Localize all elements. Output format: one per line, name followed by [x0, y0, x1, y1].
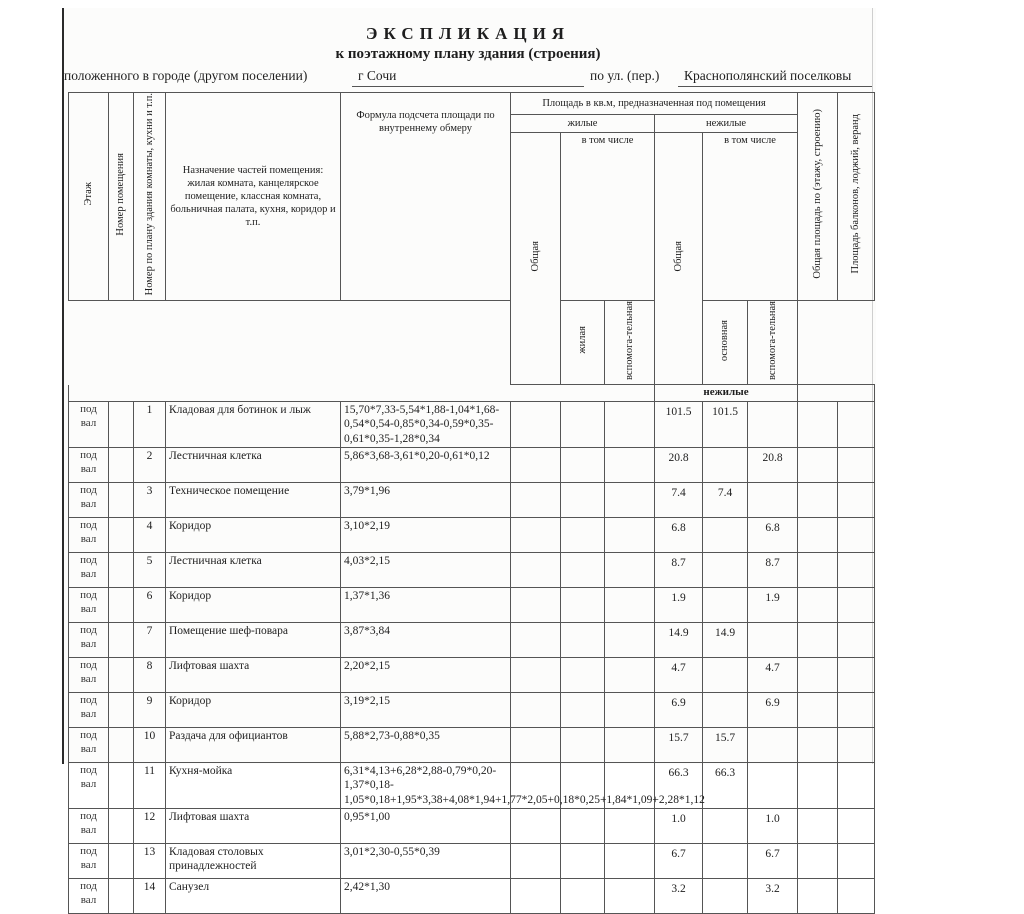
- row-total-area-floor: [798, 401, 838, 447]
- row-res-auxiliary: [605, 809, 655, 844]
- row-room-number: [109, 587, 134, 622]
- header-res-total: Общая: [511, 133, 561, 385]
- row-nonres-auxiliary: [748, 727, 798, 762]
- row-formula: 3,19*2,15: [341, 692, 511, 727]
- row-floor: под вал: [69, 622, 109, 657]
- row-plan-number: 3: [134, 482, 166, 517]
- row-balcony-area: [838, 517, 875, 552]
- row-formula: 3,79*1,96: [341, 482, 511, 517]
- row-res-living: [561, 552, 605, 587]
- row-res-auxiliary: [605, 552, 655, 587]
- row-floor: под вал: [69, 657, 109, 692]
- row-floor: под вал: [69, 587, 109, 622]
- row-nonres-total: 1.0: [655, 809, 703, 844]
- table-row: [69, 762, 875, 808]
- table-row: [69, 727, 875, 762]
- row-total-area-floor: [798, 809, 838, 844]
- row-res-auxiliary: [605, 447, 655, 482]
- row-room-name: Лестничная клетка: [166, 552, 341, 587]
- row-room-number: [109, 482, 134, 517]
- row-res-total: [511, 692, 561, 727]
- row-res-total: [511, 482, 561, 517]
- row-nonres-auxiliary: [748, 401, 798, 447]
- city-underline: [352, 86, 584, 87]
- header-plan-number: Номер по плану здания комнаты, кухни и т.п.: [134, 93, 166, 301]
- row-total-area-floor: [798, 657, 838, 692]
- row-nonres-main: 101.5: [703, 401, 748, 447]
- row-nonres-main: 66.3: [703, 762, 748, 808]
- nonresidential-marker: нежилые: [655, 385, 798, 402]
- row-plan-number: 2: [134, 447, 166, 482]
- row-res-auxiliary: [605, 482, 655, 517]
- row-formula: 0,95*1,00: [341, 809, 511, 844]
- row-nonres-total: 4.7: [655, 657, 703, 692]
- row-balcony-area: [838, 587, 875, 622]
- row-total-area-floor: [798, 727, 838, 762]
- header-residential: жилые: [511, 115, 655, 133]
- row-res-total: [511, 517, 561, 552]
- row-res-total: [511, 622, 561, 657]
- row-formula: 3,01*2,30-0,55*0,39: [341, 844, 511, 879]
- row-plan-number: 14: [134, 879, 166, 914]
- row-floor: под вал: [69, 844, 109, 879]
- row-nonres-main: [703, 587, 748, 622]
- row-plan-number: 4: [134, 517, 166, 552]
- row-nonres-auxiliary: [748, 762, 798, 808]
- header-nonresidential: нежилые: [655, 115, 798, 133]
- row-formula: 15,70*7,33-5,54*1,88-1,04*1,68-0,54*0,54-0,85*0,34-0,59*0,35-0,61*0,35-1,28*0,34: [341, 401, 511, 447]
- row-room-number: [109, 401, 134, 447]
- row-total-area-floor: [798, 552, 838, 587]
- row-res-total: [511, 552, 561, 587]
- header-purpose: Назначение частей помещения: жилая комната, канцелярское помещение, классная комната, больничная палата, кухня, коридор и т.п.: [166, 93, 341, 301]
- row-nonres-total: 101.5: [655, 401, 703, 447]
- row-room-name: Кладовая столовых принадлежностей: [166, 844, 341, 879]
- row-nonres-auxiliary: [748, 482, 798, 517]
- row-plan-number: 11: [134, 762, 166, 808]
- row-nonres-total: 3.2: [655, 879, 703, 914]
- row-room-name: Коридор: [166, 692, 341, 727]
- row-room-number: [109, 447, 134, 482]
- row-balcony-area: [838, 727, 875, 762]
- header-balcony-area: Площадь балконов, лоджий, веранд: [838, 93, 875, 301]
- street-value: Краснополянский поселковы: [684, 68, 852, 83]
- row-room-name: Лифтовая шахта: [166, 809, 341, 844]
- street-label: по ул. (пер.): [590, 68, 660, 83]
- row-balcony-area: [838, 552, 875, 587]
- row-total-area-floor: [798, 879, 838, 914]
- row-nonres-total: 20.8: [655, 447, 703, 482]
- row-res-total: [511, 401, 561, 447]
- row-res-auxiliary: [605, 879, 655, 914]
- row-res-auxiliary: [605, 622, 655, 657]
- row-nonres-total: 6.7: [655, 844, 703, 879]
- row-floor: под вал: [69, 517, 109, 552]
- row-room-number: [109, 844, 134, 879]
- row-floor: под вал: [69, 447, 109, 482]
- row-room-number: [109, 809, 134, 844]
- row-total-area-floor: [798, 762, 838, 808]
- row-res-living: [561, 692, 605, 727]
- row-room-number: [109, 879, 134, 914]
- row-res-living: [561, 401, 605, 447]
- row-res-total: [511, 447, 561, 482]
- row-total-area-floor: [798, 844, 838, 879]
- row-nonres-main: [703, 844, 748, 879]
- row-res-auxiliary: [605, 587, 655, 622]
- header-nonres-auxiliary: вспомога-тельная: [748, 300, 798, 384]
- row-res-auxiliary: [605, 517, 655, 552]
- row-floor: под вал: [69, 727, 109, 762]
- row-formula: 2,42*1,30: [341, 879, 511, 914]
- row-room-number: [109, 622, 134, 657]
- row-floor: под вал: [69, 692, 109, 727]
- row-res-living: [561, 622, 605, 657]
- row-room-name: Лифтовая шахта: [166, 657, 341, 692]
- row-total-area-floor: [798, 587, 838, 622]
- row-res-living: [561, 727, 605, 762]
- row-balcony-area: [838, 401, 875, 447]
- row-room-name: Лестничная клетка: [166, 447, 341, 482]
- row-res-total: [511, 844, 561, 879]
- row-nonres-main: [703, 692, 748, 727]
- row-plan-number: 9: [134, 692, 166, 727]
- row-total-area-floor: [798, 517, 838, 552]
- row-floor: под вал: [69, 762, 109, 808]
- row-balcony-area: [838, 762, 875, 808]
- row-res-living: [561, 482, 605, 517]
- row-res-auxiliary: [605, 727, 655, 762]
- row-room-name: Кладовая для ботинок и лыж: [166, 401, 341, 447]
- table-row: [69, 844, 875, 879]
- row-nonres-total: 6.8: [655, 517, 703, 552]
- row-total-area-floor: [798, 482, 838, 517]
- row-balcony-area: [838, 482, 875, 517]
- table-row: [69, 657, 875, 692]
- header-res-auxiliary: вспомога-тельная: [605, 300, 655, 384]
- row-floor: под вал: [69, 879, 109, 914]
- row-plan-number: 12: [134, 809, 166, 844]
- row-floor: под вал: [69, 482, 109, 517]
- row-formula: 4,03*2,15: [341, 552, 511, 587]
- row-nonres-main: [703, 809, 748, 844]
- row-res-living: [561, 447, 605, 482]
- row-room-name: Санузел: [166, 879, 341, 914]
- row-total-area-floor: [798, 447, 838, 482]
- row-nonres-total: 15.7: [655, 727, 703, 762]
- row-room-number: [109, 762, 134, 808]
- table-row: [69, 809, 875, 844]
- row-balcony-area: [838, 879, 875, 914]
- header-floor: Этаж: [69, 93, 109, 301]
- row-nonres-main: 14.9: [703, 622, 748, 657]
- row-formula: 1,37*1,36: [341, 587, 511, 622]
- row-room-name: Коридор: [166, 517, 341, 552]
- row-res-auxiliary: [605, 844, 655, 879]
- row-res-total: [511, 587, 561, 622]
- row-room-name: Кухня-мойка: [166, 762, 341, 808]
- row-total-area-floor: [798, 622, 838, 657]
- row-floor: под вал: [69, 401, 109, 447]
- row-nonres-main: [703, 447, 748, 482]
- row-plan-number: 7: [134, 622, 166, 657]
- row-nonres-main: 7.4: [703, 482, 748, 517]
- header-area-group: Площадь в кв.м, предназначенная под помещения: [511, 93, 798, 115]
- row-nonres-auxiliary: 1.0: [748, 809, 798, 844]
- row-nonres-auxiliary: 4.7: [748, 657, 798, 692]
- row-nonres-total: 1.9: [655, 587, 703, 622]
- row-formula: 6,31*4,13+6,28*2,88-0,79*0,20-1,37*0,18-1,05*0,18+1,95*3,38+4,08*1,94+1,77*2,05+0,18*0,25+1,84*1,09+2,28*1,12: [341, 762, 511, 808]
- row-res-total: [511, 657, 561, 692]
- table-row: [69, 552, 875, 587]
- table-row: [69, 879, 875, 914]
- row-res-total: [511, 727, 561, 762]
- row-res-living: [561, 517, 605, 552]
- row-room-name: Коридор: [166, 587, 341, 622]
- row-nonres-main: [703, 657, 748, 692]
- row-room-name: Техническое помещение: [166, 482, 341, 517]
- row-total-area-floor: [798, 692, 838, 727]
- row-plan-number: 5: [134, 552, 166, 587]
- location-label: положенного в городе (другом поселении): [64, 68, 308, 83]
- row-formula: 2,20*2,15: [341, 657, 511, 692]
- row-nonres-total: 6.9: [655, 692, 703, 727]
- row-nonres-auxiliary: 6.8: [748, 517, 798, 552]
- row-plan-number: 10: [134, 727, 166, 762]
- row-balcony-area: [838, 622, 875, 657]
- table-row: [69, 401, 875, 447]
- row-res-living: [561, 844, 605, 879]
- row-room-number: [109, 692, 134, 727]
- street-underline: [678, 86, 872, 87]
- row-nonres-total: 14.9: [655, 622, 703, 657]
- row-balcony-area: [838, 692, 875, 727]
- row-plan-number: 8: [134, 657, 166, 692]
- row-res-living: [561, 657, 605, 692]
- row-room-number: [109, 517, 134, 552]
- row-res-auxiliary: [605, 401, 655, 447]
- row-res-auxiliary: [605, 657, 655, 692]
- row-balcony-area: [838, 447, 875, 482]
- table-row: [69, 447, 875, 482]
- header-room-number: Номер помещения: [109, 93, 134, 301]
- table-row: [69, 517, 875, 552]
- header-main: основная: [703, 300, 748, 384]
- header-nonres-including: в том числе: [703, 133, 798, 301]
- row-nonres-main: [703, 879, 748, 914]
- row-nonres-main: [703, 517, 748, 552]
- row-room-number: [109, 552, 134, 587]
- row-balcony-area: [838, 809, 875, 844]
- row-res-total: [511, 809, 561, 844]
- row-nonres-total: 66.3: [655, 762, 703, 808]
- row-nonres-auxiliary: 1.9: [748, 587, 798, 622]
- row-plan-number: 1: [134, 401, 166, 447]
- explication-table: [68, 92, 875, 914]
- row-formula: 5,88*2,73-0,88*0,35: [341, 727, 511, 762]
- row-nonres-auxiliary: 6.7: [748, 844, 798, 879]
- row-nonres-main: 15.7: [703, 727, 748, 762]
- row-floor: под вал: [69, 552, 109, 587]
- row-nonres-auxiliary: 20.8: [748, 447, 798, 482]
- row-plan-number: 6: [134, 587, 166, 622]
- row-formula: 3,10*2,19: [341, 517, 511, 552]
- row-res-living: [561, 879, 605, 914]
- row-formula: 5,86*3,68-3,61*0,20-0,61*0,12: [341, 447, 511, 482]
- table-row: [69, 692, 875, 727]
- row-nonres-auxiliary: 6.9: [748, 692, 798, 727]
- row-room-number: [109, 657, 134, 692]
- row-room-name: Раздача для официантов: [166, 727, 341, 762]
- row-floor: под вал: [69, 809, 109, 844]
- table-row: [69, 587, 875, 622]
- header-nonres-total: Общая: [655, 133, 703, 385]
- table-row: [69, 482, 875, 517]
- row-res-auxiliary: [605, 692, 655, 727]
- row-room-name: Помещение шеф-повара: [166, 622, 341, 657]
- row-balcony-area: [838, 657, 875, 692]
- row-nonres-auxiliary: 3.2: [748, 879, 798, 914]
- row-plan-number: 13: [134, 844, 166, 879]
- row-res-total: [511, 879, 561, 914]
- row-res-living: [561, 809, 605, 844]
- city-value: г Сочи: [358, 68, 397, 83]
- row-room-number: [109, 727, 134, 762]
- header-res-including: в том числе: [561, 133, 655, 301]
- row-nonres-total: 8.7: [655, 552, 703, 587]
- row-nonres-main: [703, 552, 748, 587]
- header-total-area-floor: Общая площадь по (этажу, строению): [798, 93, 838, 301]
- table-row: [69, 622, 875, 657]
- row-res-living: [561, 587, 605, 622]
- header-formula: Формула подсчета площади по внутреннему обмеру: [341, 93, 511, 301]
- row-balcony-area: [838, 844, 875, 879]
- row-nonres-auxiliary: [748, 622, 798, 657]
- header-living: жилая: [561, 300, 605, 384]
- row-nonres-total: 7.4: [655, 482, 703, 517]
- row-nonres-auxiliary: 8.7: [748, 552, 798, 587]
- document-subtitle: к поэтажному плану здания (строения): [335, 46, 601, 62]
- document-title: ЭКСПЛИКАЦИЯ: [365, 24, 571, 43]
- row-formula: 3,87*3,84: [341, 622, 511, 657]
